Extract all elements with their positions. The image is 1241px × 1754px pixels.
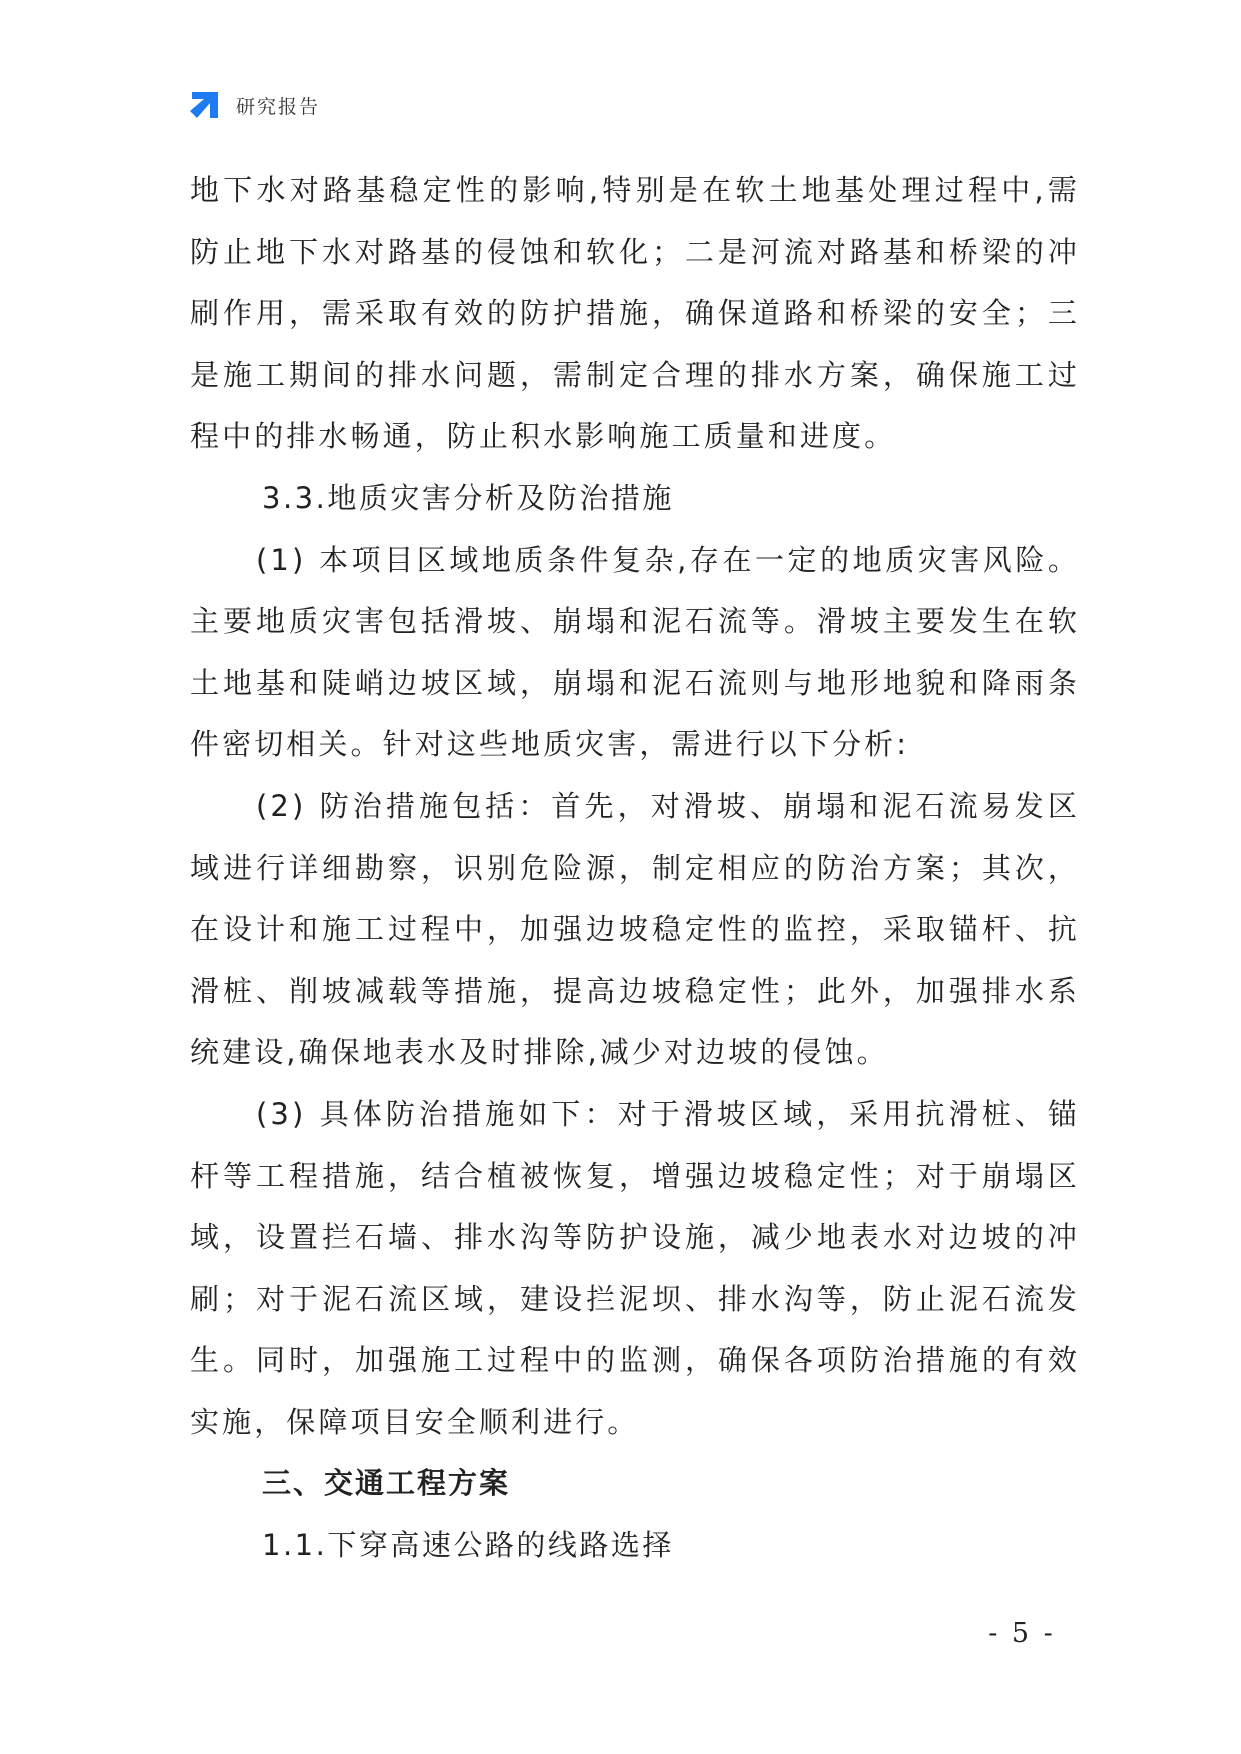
paragraph-prevention-measures: (2) 防治措施包括：首先，对滑坡、崩塌和泥石流易发区域进行详细勘察，识别危险源，制定相应的防治方案；其次，在设计和施工过程中，加强边坡稳定性的监控，采取锚杆、抗滑桩、削坡减载等措施，提高边坡稳定性；此外，加强排水系统建设,确保地表水及时排除,减少对边坡的侵蚀。 <box>190 788 1080 1070</box>
page-number: - 5 - <box>988 1618 1056 1649</box>
document-body <box>190 160 1080 1577</box>
paragraph-geohazard-risk: (1) 本项目区域地质条件复杂,存在一定的地质灾害风险。主要地质灾害包括滑坡、崩塌和泥石流等。滑坡主要发生在软土地基和陡峭边坡区域，崩塌和泥石流则与地形地貌和降雨条件密切相关。针对这些地质灾害，需进行以下分析: <box>190 542 1080 762</box>
section-heading-traffic-engineering: 三、交通工程方案 <box>262 1466 511 1501</box>
arrow-logo-icon <box>188 88 222 122</box>
paragraph-specific-measures: (3) 具体防治措施如下：对于滑坡区域，采用抗滑桩、锚杆等工程措施，结合植被恢复，增强边坡稳定性；对于崩塌区域，设置拦石墙、排水沟等防护设施，减少地表水对边坡的冲刷；对于泥石流区域，建设拦泥坝、排水沟等，防止泥石流发生。同时，加强施工过程中的监测，确保各项防治措施的有效实施，保障项目安全顺利进行。 <box>190 1096 1080 1439</box>
page-header <box>188 88 320 122</box>
header-title: 研究报告 <box>236 95 321 118</box>
paragraph-groundwater: 地下水对路基稳定性的影响,特别是在软土地基处理过程中,需防止地下水对路基的侵蚀和软化；二是河流对路基和桥梁的冲刷作用，需采取有效的防护措施，确保道路和桥梁的安全；三是施工期间的排水问题，需制定合理的排水方案，确保施工过程中的排水畅通，防止积水影响施工质量和进度。 <box>190 173 1080 454</box>
section-heading-1-1: 1.1.下穿高速公路的线路选择 <box>262 1528 674 1563</box>
section-heading-3-3: 3.3.地质灾害分析及防治措施 <box>262 480 674 515</box>
